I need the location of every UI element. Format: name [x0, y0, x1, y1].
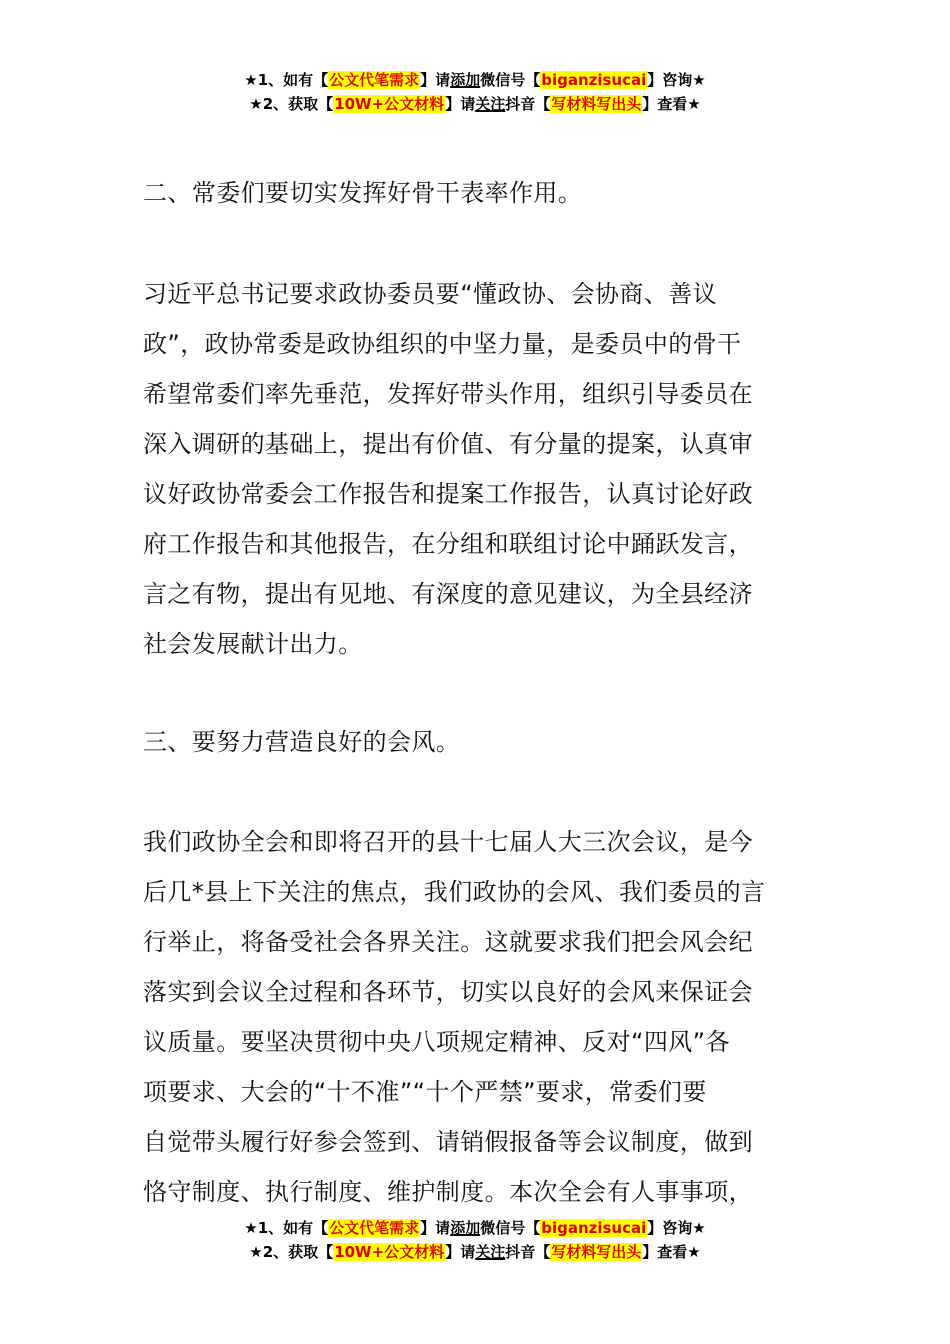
paragraph-line: 希望常委们率先垂范，发挥好带头作用，组织引导委员在 — [143, 380, 753, 408]
highlight-wechat-id: biganzisucai — [541, 1219, 647, 1237]
paragraph-line: 行举止，将备受社会各界关注。这就要求我们把会风会纪 — [143, 928, 753, 956]
underlined-text: 添加 — [450, 71, 481, 89]
banner-text: ★2、获取【 — [249, 1243, 334, 1261]
paragraph-line: 自觉带头履行好参会签到、请销假报备等会议制度，做到 — [143, 1128, 753, 1156]
underlined-text: 关注 — [475, 1243, 506, 1261]
banner-text: 】查看★ — [642, 1243, 701, 1261]
header-banner — [0, 68, 950, 116]
paragraph-line: 项要求、大会的“十不准”“十个严禁”要求，常委们要 — [143, 1078, 707, 1106]
banner-text: 抖音【 — [505, 1243, 551, 1261]
banner-text: 】咨询★ — [647, 71, 706, 89]
banner-text: ★1、如有【 — [244, 71, 329, 89]
banner-line-1 — [0, 1216, 950, 1240]
paragraph-line: 议好政协常委会工作报告和提案工作报告，认真讨论好政 — [143, 480, 753, 508]
banner-text: 】查看★ — [642, 95, 701, 113]
banner-line-2 — [0, 92, 950, 116]
paragraph-2 — [143, 817, 809, 1217]
underlined-text: 关注 — [475, 95, 506, 113]
underlined-text: 添加 — [450, 1219, 481, 1237]
banner-line-1 — [0, 68, 950, 92]
section-heading-3: 三、要努力营造良好的会风。 — [143, 728, 461, 756]
banner-text: 抖音【 — [505, 95, 551, 113]
highlight-materials: 10W+公文材料 — [334, 1243, 445, 1261]
paragraph-line: 落实到会议全过程和各环节，切实以良好的会风来保证会 — [143, 978, 753, 1006]
paragraph-line: 深入调研的基础上，提出有价值、有分量的提案，认真审 — [143, 430, 753, 458]
banner-text: 】咨询★ — [647, 1219, 706, 1237]
paragraph-line: 习近平总书记要求政协委员要“懂政协、会协商、善议 — [143, 280, 718, 308]
paragraph-1 — [143, 269, 809, 669]
banner-text: ★1、如有【 — [244, 1219, 329, 1237]
banner-text: 】请 — [420, 71, 451, 89]
paragraph-line: 言之有物，提出有见地、有深度的意见建议，为全县经济 — [143, 580, 753, 608]
paragraph-line: 议质量。要坚决贯彻中央八项规定精神、反对“四风”各 — [143, 1028, 730, 1056]
banner-text: ★2、获取【 — [249, 95, 334, 113]
highlight-service: 公文代笔需求 — [329, 1219, 420, 1237]
banner-text: 】请 — [445, 95, 476, 113]
banner-text: 微信号【 — [480, 71, 541, 89]
paragraph-line: 后几*县上下关注的焦点，我们政协的会风、我们委员的言 — [143, 878, 766, 906]
highlight-douyin-id: 写材料写出头 — [551, 95, 642, 113]
paragraph-line: 恪守制度、执行制度、维护制度。本次全会有人事事项， — [143, 1178, 753, 1206]
banner-text: 】请 — [445, 1243, 476, 1261]
footer-banner — [0, 1216, 950, 1264]
banner-text: 】请 — [420, 1219, 451, 1237]
paragraph-line: 政”，政协常委是政协组织的中坚力量，是委员中的骨干 — [143, 330, 742, 358]
paragraph-line: 社会发展献计出力。 — [143, 630, 363, 658]
paragraph-line: 我们政协全会和即将召开的县十七届人大三次会议，是今 — [143, 828, 753, 856]
banner-line-2 — [0, 1240, 950, 1264]
highlight-service: 公文代笔需求 — [329, 71, 420, 89]
highlight-wechat-id: biganzisucai — [541, 71, 647, 89]
banner-text: 微信号【 — [480, 1219, 541, 1237]
paragraph-line: 府工作报告和其他报告，在分组和联组讨论中踊跃发言， — [143, 530, 753, 558]
highlight-materials: 10W+公文材料 — [334, 95, 445, 113]
highlight-douyin-id: 写材料写出头 — [551, 1243, 642, 1261]
section-heading-2: 二、常委们要切实发挥好骨干表率作用。 — [143, 179, 583, 207]
